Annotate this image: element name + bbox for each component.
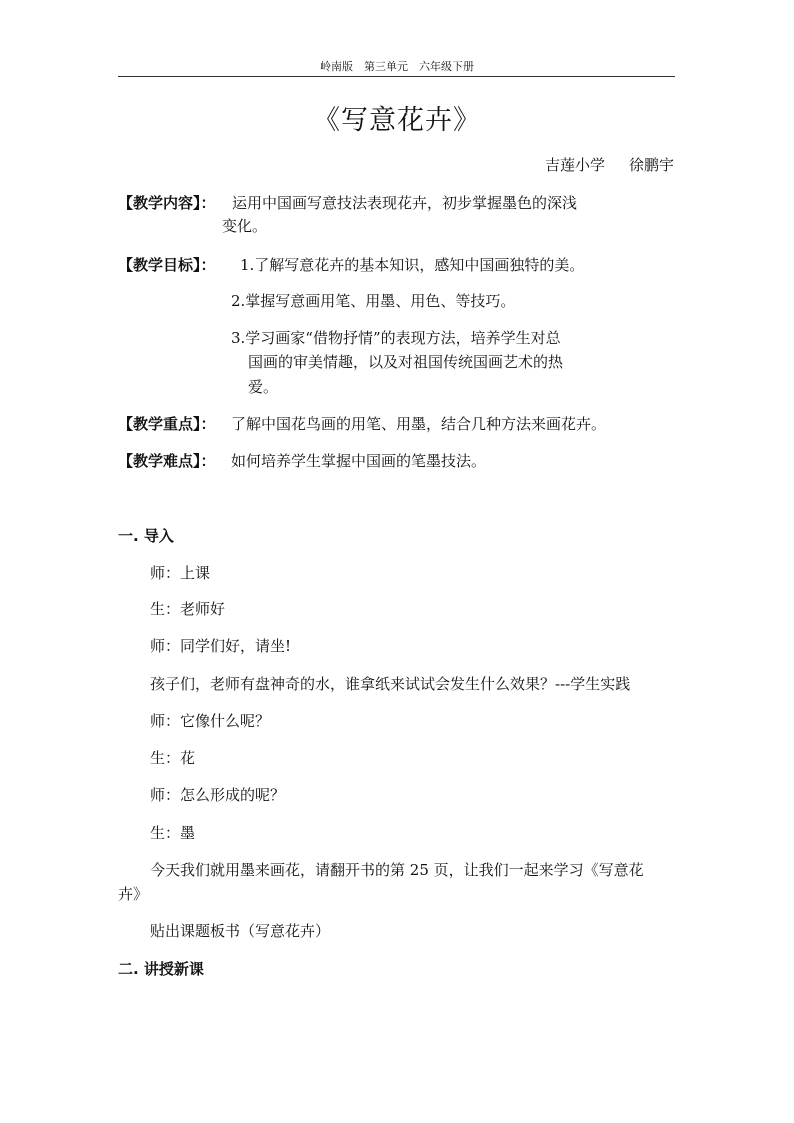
dialogue-line: 师：同学们好，请坐! bbox=[150, 637, 292, 655]
content-label: 【教学内容】： bbox=[118, 194, 216, 212]
dialogue-line: 生：老师好 bbox=[150, 600, 226, 618]
dialogue-line: 师：怎么形成的呢？ bbox=[150, 786, 286, 804]
header-rule bbox=[118, 76, 675, 77]
goals-label: 【教学目标】： bbox=[118, 256, 216, 274]
dialogue-line: 师：它像什么呢？ bbox=[150, 712, 271, 730]
dialogue-line: 生：花 bbox=[150, 749, 196, 767]
board-line: 贴出课题板书（写意花卉） bbox=[150, 922, 331, 940]
goal-item-3-line-3: 爱。 bbox=[248, 378, 279, 396]
goal-item-3-line-2: 国画的审美情趣，以及对祖国传统国画艺术的热 bbox=[248, 353, 564, 371]
goal-item-1: 1.了解写意花卉的基本知识，感知中国画独特的美。 bbox=[240, 256, 585, 274]
difficulty-text: 如何培养学生掌握中国画的笔墨技法。 bbox=[231, 452, 487, 470]
section-1-heading: 一. 导入 bbox=[118, 527, 174, 545]
dialogue-line: 师：上课 bbox=[150, 564, 211, 582]
author-line bbox=[545, 154, 674, 175]
document-title: 《写意花卉》 bbox=[313, 105, 481, 136]
paragraph-line-1: 今天我们就用墨来画花，请翻开书的第 25 页，让我们一起来学习《写意花 bbox=[150, 861, 644, 879]
page-header: 岭南版 第三单元 六年级下册 bbox=[320, 60, 474, 73]
content-line-2: 变化。 bbox=[222, 217, 268, 235]
goal-item-3-line-1: 3.学习画家“借物抒情”的表现方法，培养学生对总 bbox=[231, 329, 561, 347]
paragraph-line-2: 卉》 bbox=[118, 885, 149, 903]
dialogue-line: 生：墨 bbox=[150, 824, 196, 842]
key-point-text: 了解中国花鸟画的用笔、用墨，结合几种方法来画花卉。 bbox=[231, 415, 607, 433]
author-school: 吉莲小学 bbox=[544, 156, 605, 174]
dialogue-line: 孩子们，老师有盘神奇的水，谁拿纸来试试会发生什么效果？---学生实践 bbox=[150, 675, 631, 693]
author-name: 徐鹏宇 bbox=[628, 156, 674, 174]
goal-item-2: 2.掌握写意画用笔、用墨、用色、等技巧。 bbox=[231, 292, 516, 310]
content-line-1: 运用中国画写意技法表现花卉，初步掌握墨色的深浅 bbox=[232, 194, 578, 212]
key-point-label: 【教学重点】： bbox=[118, 415, 216, 433]
difficulty-label: 【教学难点】： bbox=[118, 452, 216, 470]
section-2-heading: 二. 讲授新课 bbox=[118, 960, 204, 978]
